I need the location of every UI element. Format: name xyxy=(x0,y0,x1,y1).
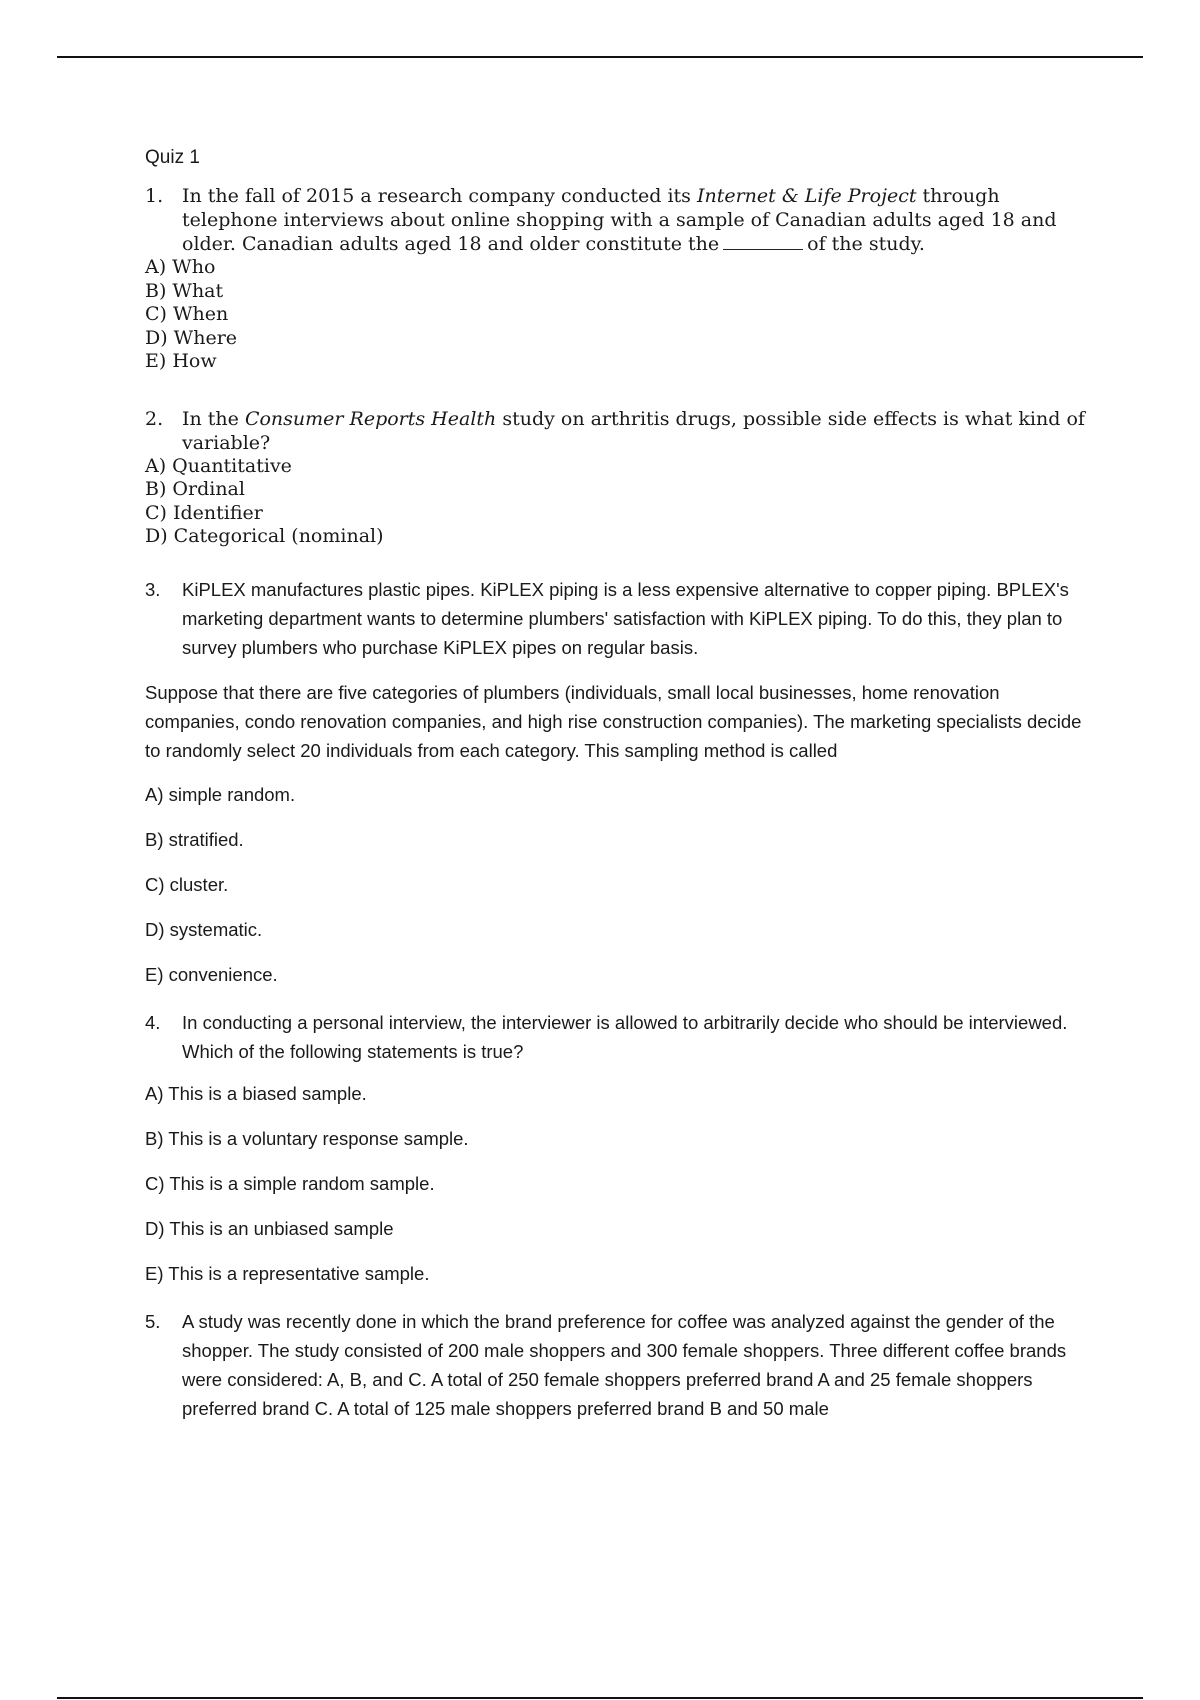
option-a: A) simple random. xyxy=(145,783,296,805)
question-4-stem xyxy=(145,1008,1090,1066)
option-b: B) stratified. xyxy=(145,828,244,850)
option-b: B) This is a voluntary response sample. xyxy=(145,1127,469,1149)
question-3 xyxy=(145,575,1090,987)
question-text: In the fall of 2015 a research company conducted its Internet & Life Project through telephone interviews about online shopping with a sample of Canadian adults aged 18 and older. Canadian adults aged 18 and older constitute the of the study. xyxy=(182,185,1057,255)
option-b: B) What xyxy=(145,279,224,302)
option-b: B) Ordinal xyxy=(145,478,245,500)
option-c: C) cluster. xyxy=(145,873,229,895)
option-e: E) convenience. xyxy=(145,963,278,985)
option-c: C) Identifier xyxy=(145,501,263,524)
question-1 xyxy=(145,184,1090,374)
top-rule xyxy=(57,56,1143,58)
question-4 xyxy=(145,1008,1090,1286)
question-3-paragraph: Suppose that there are five categories of plumbers (individuals, small local businesses, home renovation companies, condo renovation companies, and high rise construction companies). The marketing specialists decide to randomly select 20 individuals from each category. This sampling method is called xyxy=(145,681,1082,761)
question-number: 3. xyxy=(145,578,161,600)
quiz-title: Quiz 1 xyxy=(145,147,200,168)
question-text: A study was recently done in which the brand preference for coffee was analyzed against the gender of the shopper. The study consisted of 200 male shoppers and 300 female shoppers. Three different coffee brands were considered: A, B, and C. A total of 250 female shoppers preferred brand A and 25 female shoppers preferred brand C. A total of 125 male shoppers preferred brand B and 50 male xyxy=(182,1310,1067,1419)
question-number: 2. xyxy=(145,407,164,430)
option-c: C) This is a simple random sample. xyxy=(145,1172,435,1194)
question-2 xyxy=(145,407,1090,549)
question-5-stem xyxy=(145,1307,1090,1423)
option-e: E) How xyxy=(145,350,217,372)
question-text: KiPLEX manufactures plastic pipes. KiPLEX piping is a less expensive alternative to copper piping. BPLEX's marketing department wants to determine plumbers' satisfaction with KiPLEX piping. To do this, they plan to survey plumbers who purchase KiPLEX pipes on regular basis. xyxy=(182,578,1069,658)
question-number: 1. xyxy=(145,185,164,207)
option-d: D) This is an unbiased sample xyxy=(145,1217,394,1239)
question-2-stem xyxy=(145,407,1090,455)
question-3-stem xyxy=(145,575,1090,662)
option-a: A) This is a biased sample. xyxy=(145,1082,367,1104)
question-text: In conducting a personal interview, the interviewer is allowed to arbitrarily decide who should be interviewed. Which of the following statements is true? xyxy=(182,1011,1068,1062)
document-page xyxy=(145,146,1090,1423)
option-d: D) Where xyxy=(145,326,238,349)
answer-blank xyxy=(723,248,803,250)
option-e: E) This is a representative sample. xyxy=(145,1262,430,1284)
question-text: In the Consumer Reports Health study on arthritis drugs, possible side effects is what kind of variable? xyxy=(182,407,1085,454)
option-d: D) Categorical (nominal) xyxy=(145,525,384,547)
bottom-rule xyxy=(57,1697,1143,1699)
option-a: A) Quantitative xyxy=(145,454,292,477)
question-number: 5. xyxy=(145,1310,161,1332)
question-1-stem xyxy=(145,184,1090,256)
option-c: C) When xyxy=(145,303,229,325)
question-number: 4. xyxy=(145,1011,161,1033)
option-d: D) systematic. xyxy=(145,918,263,940)
question-5 xyxy=(145,1307,1090,1423)
option-a: A) Who xyxy=(145,256,216,278)
